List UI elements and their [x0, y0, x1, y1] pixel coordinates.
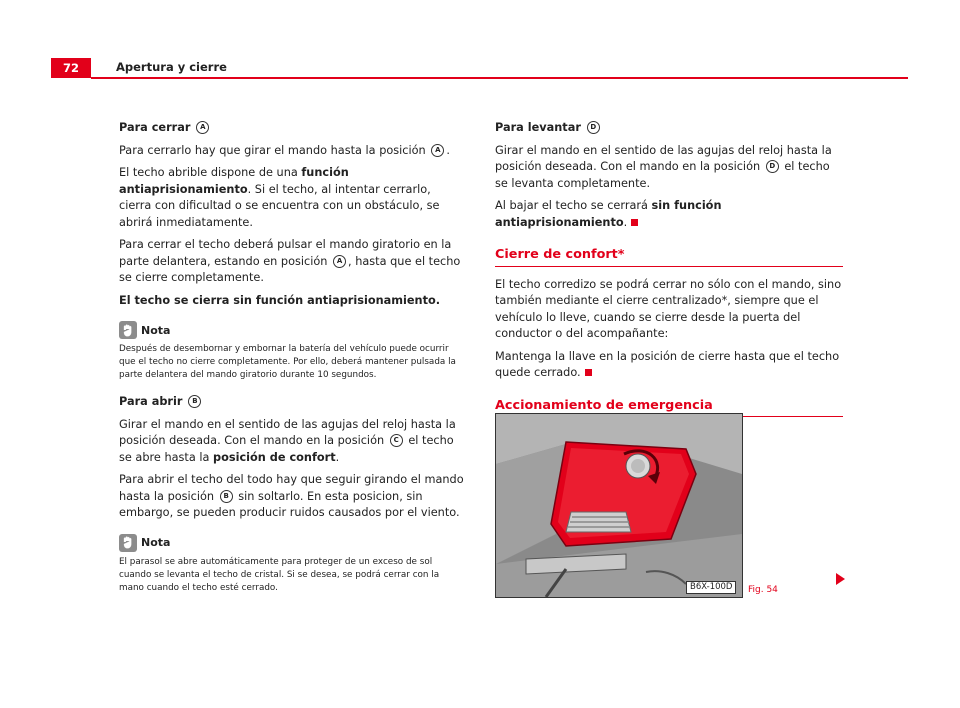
page-number: 72 [51, 58, 91, 78]
heading-para-abrir: Para abrir B [119, 394, 465, 411]
paragraph: Para cerrarlo hay que girar el mando hasta la posición A . [119, 143, 450, 157]
figure-caption: Fig. 54 [748, 585, 778, 595]
header-rule [91, 77, 908, 79]
figure-code: B6X-100D [686, 581, 736, 594]
note-block [119, 534, 465, 595]
paragraph: Para cerrar el techo deberá pulsar el mando giratorio en la parte delantera, estando en posición A , hasta que el techo se cierre completamente. [119, 238, 461, 284]
position-tag: D [766, 160, 779, 173]
paragraph: El techo se cierra sin función antiaprisionamiento. [119, 293, 441, 307]
position-tag: C [390, 434, 403, 447]
roof-control-illustration [496, 414, 742, 597]
paragraph: Girar el mando en el sentido de las agujas del reloj hasta la posición deseada. Con el mando en la posición D el techo se levanta completamente. [495, 143, 832, 190]
left-column [119, 120, 465, 607]
position-tag: B [220, 490, 233, 503]
position-tag: A [431, 144, 444, 157]
paragraph: Girar el mando en el sentido de las agujas del reloj hasta la posición deseada. Con el mando en la posición C el techo se abre hasta la posición de confort. [119, 417, 456, 464]
note-title: Nota [141, 536, 171, 549]
paragraph: Para abrir el techo del todo hay que seguir girando el mando hasta la posición B sin soltarlo. En esta posicion, sin embargo, se pueden producir ruidos causados por el viento. [119, 473, 464, 519]
grille [566, 512, 631, 532]
position-tag: B [188, 395, 201, 408]
figure-roof-control [495, 413, 743, 598]
note-hand-icon [119, 321, 137, 339]
note-block [119, 321, 465, 382]
red-square-icon [585, 369, 592, 376]
note-text: Después de desembornar y embornar la batería del vehículo puede ocurrir que el techo no cierre completamente. Por ello, deberá mantener pulsada la parte delantera del mando giratorio durante 10 segundos. [119, 344, 456, 380]
position-tag: D [587, 121, 600, 134]
section-heading-cierre-confort: Cierre de confort* [495, 247, 843, 267]
red-square-icon [631, 219, 638, 226]
chapter-title: Apertura y cierre [116, 60, 227, 74]
paragraph: El techo corredizo se podrá cerrar no sólo con el mando, sino también mediante el cierre centralizado*, siempre que el vehículo lo lleve, cuando se cierre desde la puerta del conductor o del acompañante: [495, 277, 842, 340]
heading-para-cerrar: Para cerrar A [119, 120, 465, 137]
note-hand-icon [119, 534, 137, 552]
heading-para-levantar: Para levantar D [495, 120, 843, 137]
right-column [495, 120, 843, 427]
note-text: El parasol se abre automáticamente para proteger de un exceso de sol cuando se levanta el techo de cristal. Si se desea, se podrá cerrar con la mano cuando el techo esté cerrado. [119, 556, 440, 593]
section-heading-emergencia: Accionamiento de emergencia [495, 398, 843, 418]
position-tag: A [196, 121, 209, 134]
paragraph: Al bajar el techo se cerrará sin función antiaprisionamiento. [495, 199, 722, 229]
arrow-right-icon [836, 573, 845, 585]
position-tag: A [333, 255, 346, 268]
paragraph: Mantenga la llave en la posición de cierre hasta que el techo quede cerrado. [495, 349, 840, 379]
note-title: Nota [141, 323, 171, 337]
paragraph: El techo abrible dispone de una función antiaprisionamiento. Si el techo, al intentar cerrarlo, cierra con dificultad o se encuentra con un obstáculo, se abrirá inmediatamente. [119, 166, 440, 229]
